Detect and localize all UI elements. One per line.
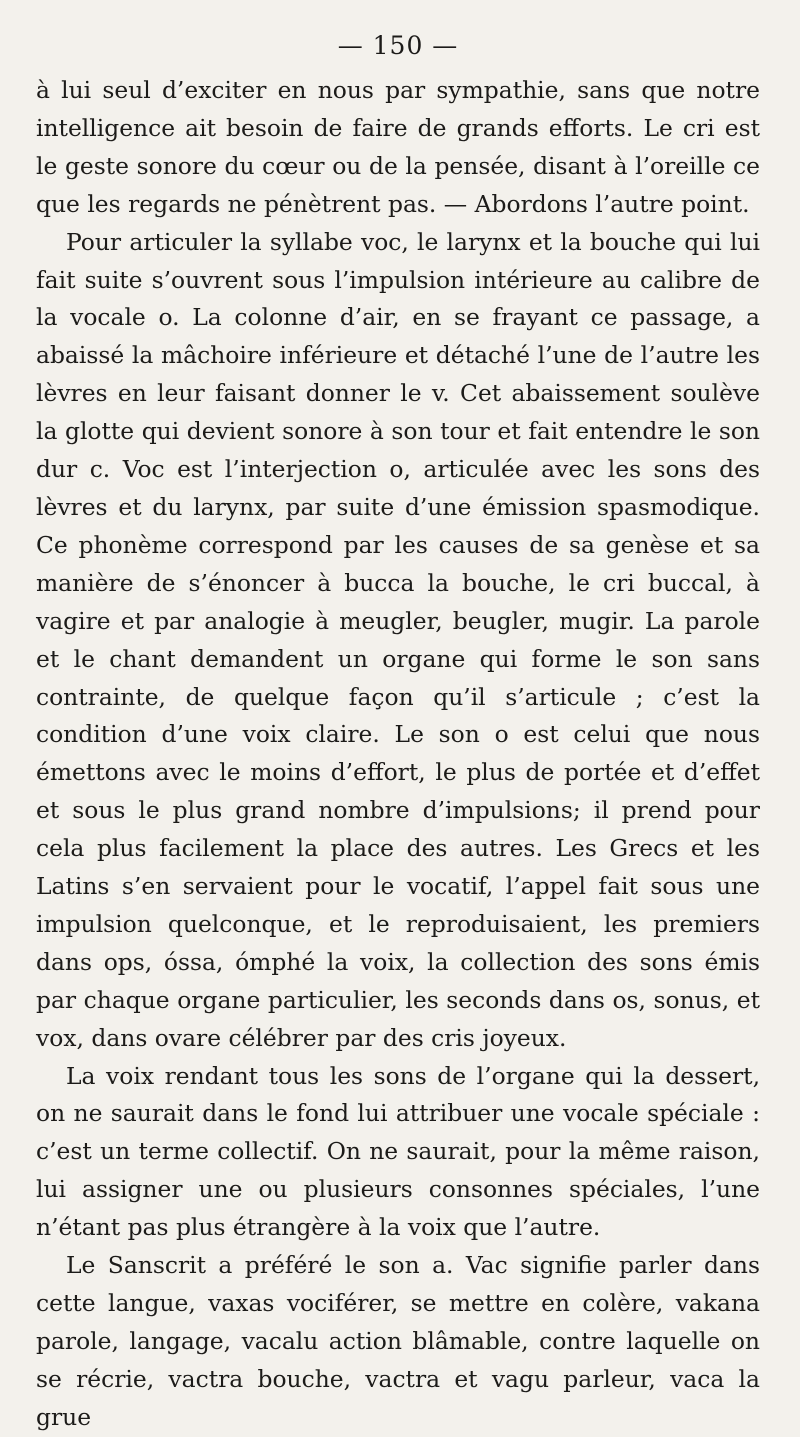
paragraph-voix-collectif: La voix rendant tous les sons de l’organe qui la dessert, on ne saurait dans le fond lui attribuer une vocale spéciale : c’est un terme collectif. On ne saurait, pour la même raison, lui assigner une ou plusieurs consonnes spéciales, l’une n’étant pas plus étrangère à la voix que l’autre. (36, 1061, 760, 1242)
paragraph-continuation: à lui seul d’exciter en nous par sympathie, sans que notre intelligence ait besoin de faire de grands efforts. Le cri est le geste sonore du cœur ou de la pensée, disant à l’oreille ce que les regards ne pénètrent pas. — Abordons l’autre point. (36, 76, 760, 218)
page-number: — 150 — (337, 31, 459, 60)
paragraph-syllabe-voc: Pour articuler la syllabe voc, le larynx et la bouche qui lui fait suite s’ouvrent sous l’impulsion intérieure au calibre de la vocale o. La colonne d’air, en se frayant ce passage, a abaissé la mâchoire inférieure et détaché l’une de l’autre les lèvres en leur faisant donner le v. Cet abaissement soulève la glotte qui devient sonore à son tour et fait entendre le son dur c. Voc est l’interjection o, articulée avec les sons des lèvres et du larynx, par suite d’une émission spasmodique. Ce phonème correspond par les causes de sa genèse et sa manière de s’énoncer à bucca la bouche, le cri buccal, à vagire et par analogie à meugler, beugler, mugir. La parole et le chant demandent un organe qui forme le son sans contrainte, de quelque façon qu’il s’articule ; c’est la condition d’une voix claire. Le son o est celui que nous émettons avec le moins d’effort, le plus de portée et d’effet et sous le plus grand nombre d’impulsions; il prend pour cela plus facilement la place des autres. Les Grecs et les Latins s’en servaient pour le vocatif, l’appel fait sous une impulsion quelconque, et le reproduisaient, les premiers dans ops, óssa, ómphé la voix, la collection des sons émis par chaque organe particulier, les seconds dans os, sonus, et vox, dans ovare célébrer par des cris joyeux. (36, 227, 760, 1052)
paragraph-sanscrit: Le Sanscrit a préféré le son a. Vac signifie parler dans cette langue, vaxas vociférer, se mettre en colère, vakana parole, langage, vacalu action blâmable, contre laquelle on se récrie, vactra bouche, vactra et vagu parleur, vaca la grue (36, 1251, 760, 1431)
